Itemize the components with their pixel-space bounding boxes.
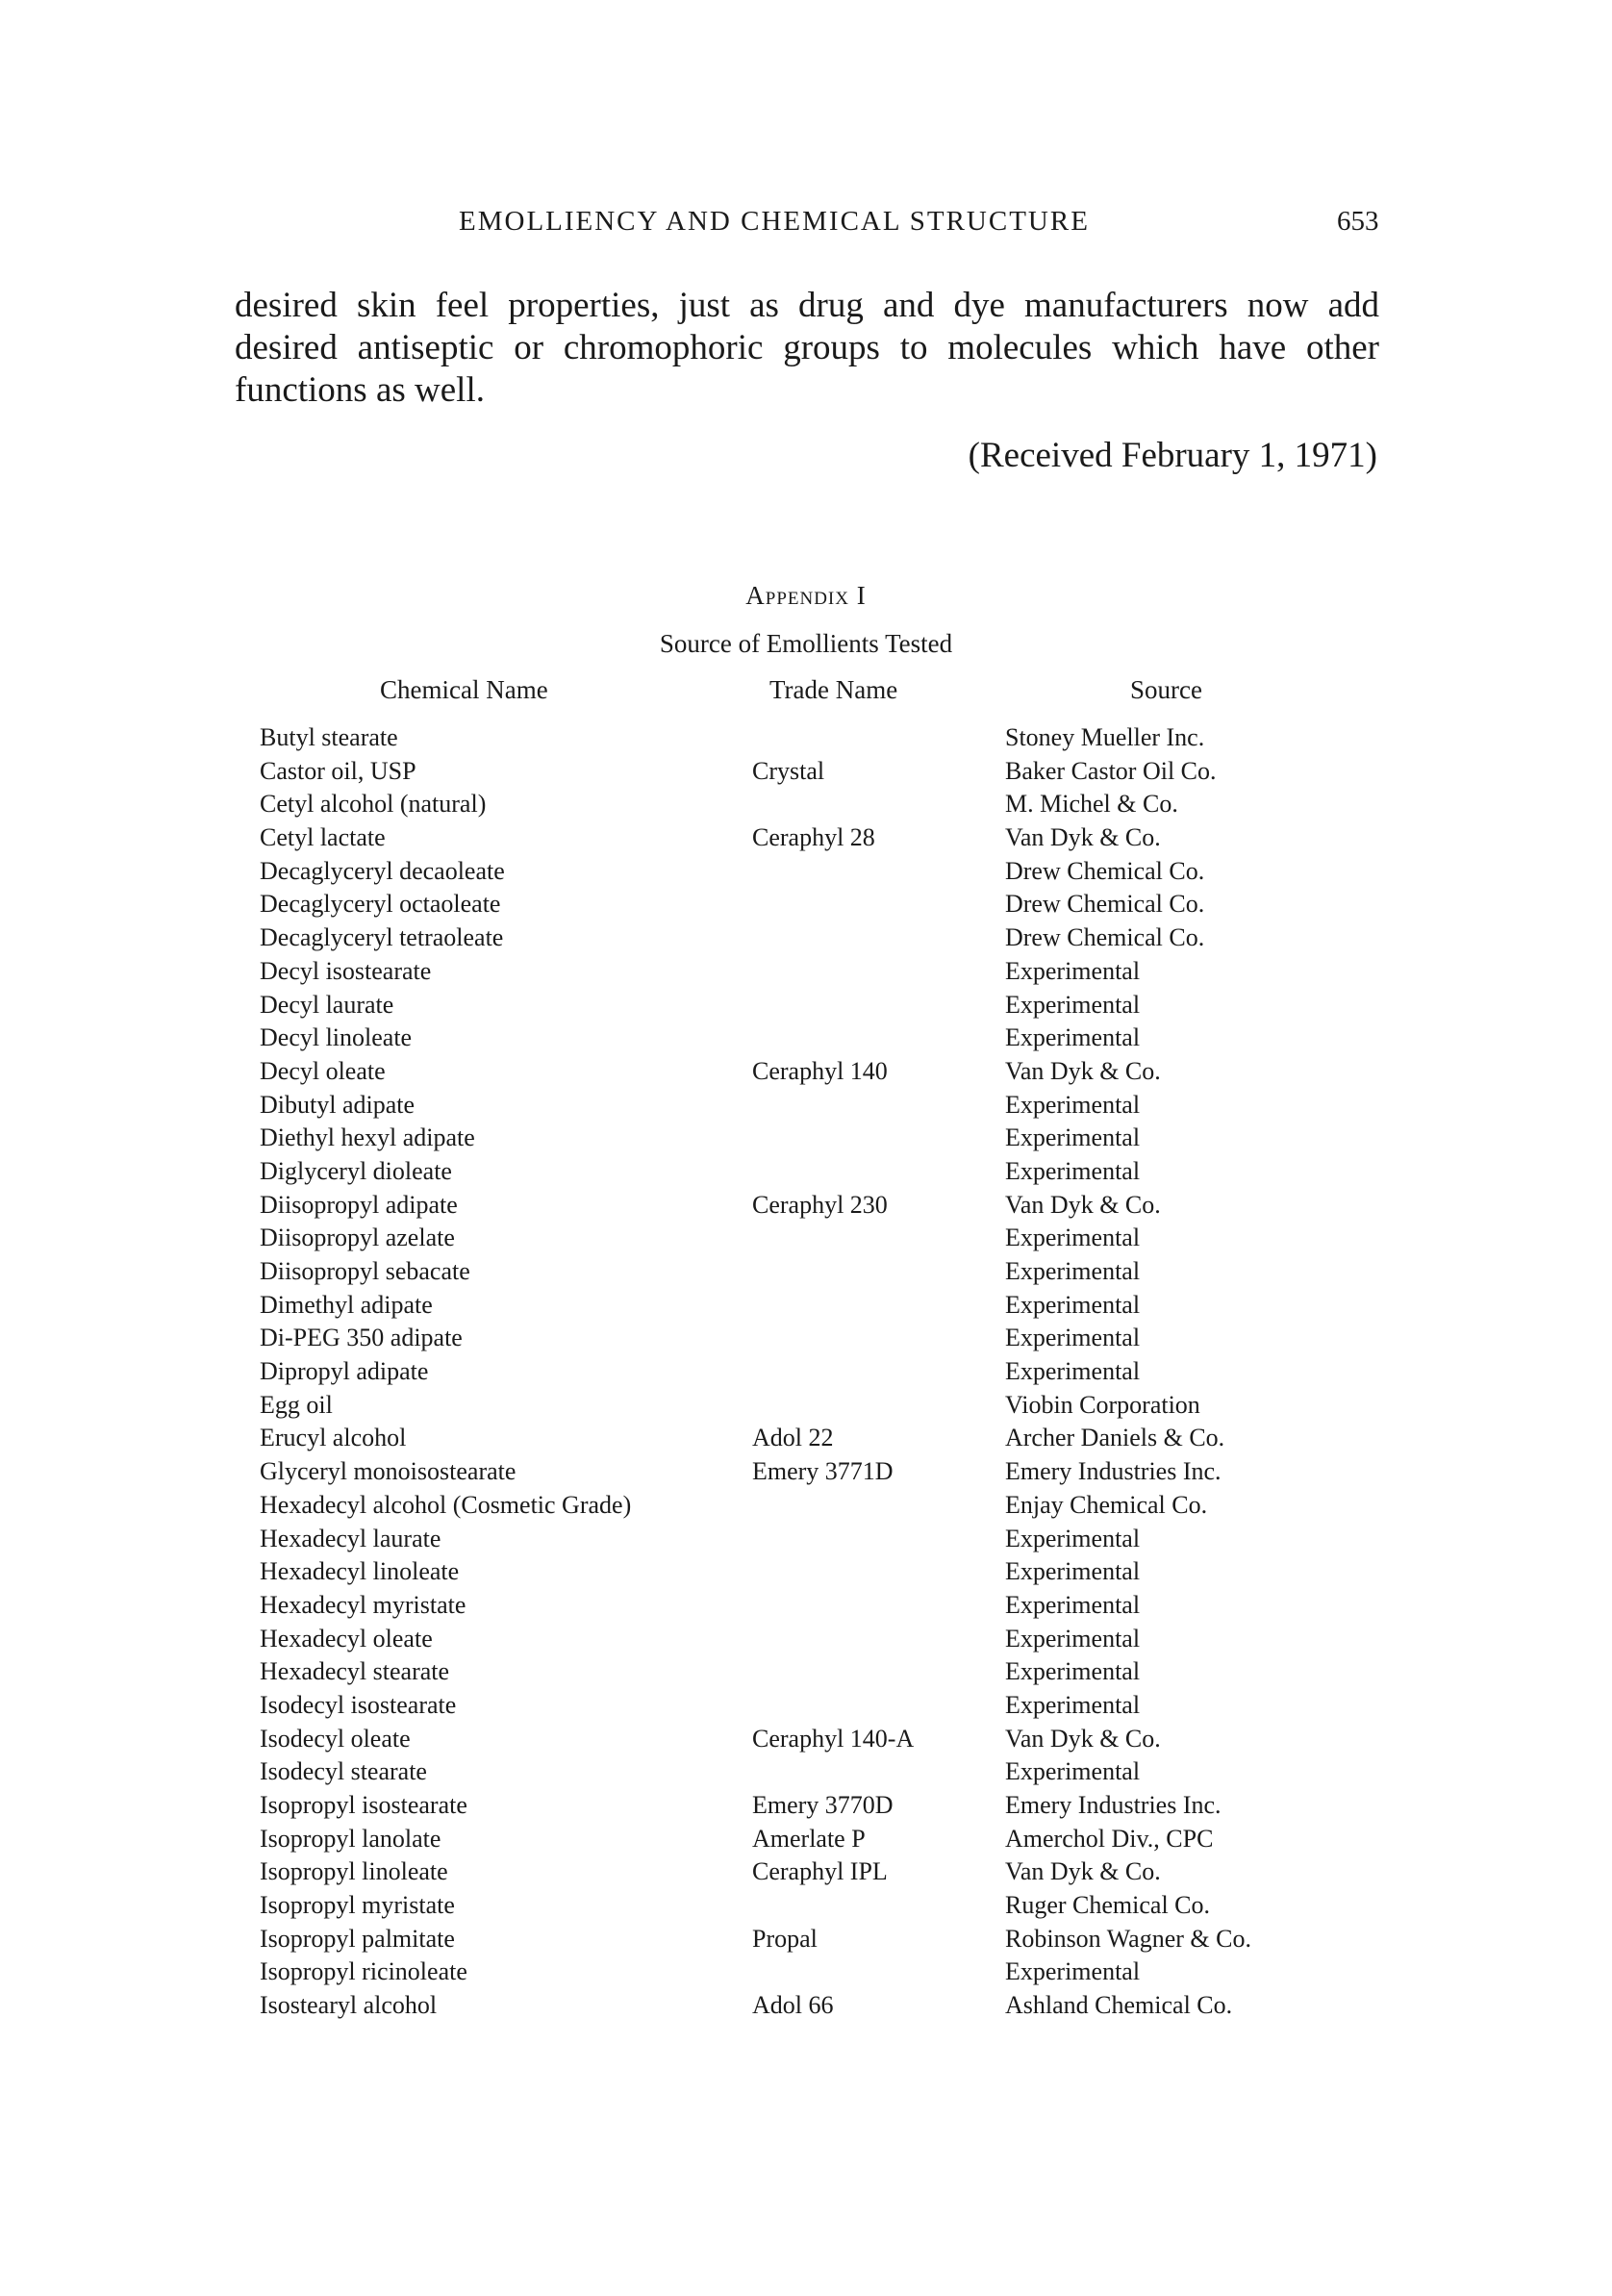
- table-row: [0, 1222, 1612, 1255]
- table-row: [0, 1589, 1612, 1623]
- source-cell: Experimental: [1005, 1290, 1141, 1319]
- trade-name-cell: Emery 3770D: [752, 1791, 894, 1819]
- source-cell: Van Dyk & Co.: [1005, 1056, 1161, 1085]
- source-cell: Van Dyk & Co.: [1005, 1724, 1161, 1753]
- received-date: (Received February 1, 1971): [968, 436, 1377, 475]
- source-cell: Ruger Chemical Co.: [1005, 1891, 1211, 1920]
- table-row: [0, 788, 1612, 821]
- source-cell: Archer Daniels & Co.: [1005, 1424, 1225, 1452]
- chemical-name-cell: Isodecyl oleate: [260, 1724, 411, 1753]
- chemical-name-cell: Diisopropyl azelate: [260, 1224, 455, 1252]
- body-line: desired skin feel properties, just as drug and dye manufacturers now add: [235, 286, 1379, 325]
- chemical-name-cell: Isopropyl linoleate: [260, 1857, 448, 1886]
- table-row: [0, 1422, 1612, 1455]
- table-row: [0, 1955, 1612, 1989]
- table-title: Source of Emollients Tested: [659, 629, 953, 658]
- chemical-name-cell: Castor oil, USP: [260, 756, 416, 785]
- chemical-name-cell: Hexadecyl stearate: [260, 1657, 450, 1686]
- table-row: [0, 1723, 1612, 1756]
- chemical-name-cell: Hexadecyl linoleate: [260, 1557, 460, 1586]
- chemical-name-cell: Decyl oleate: [260, 1056, 386, 1085]
- table-row: [0, 1122, 1612, 1155]
- chemical-name-cell: Hexadecyl oleate: [260, 1624, 433, 1653]
- source-cell: Experimental: [1005, 1156, 1141, 1185]
- chemical-name-cell: Isostearyl alcohol: [260, 1991, 438, 2020]
- chemical-name-cell: Diglyceryl dioleate: [260, 1156, 452, 1185]
- trade-name-cell: Ceraphyl 230: [752, 1190, 888, 1219]
- source-cell: Experimental: [1005, 990, 1141, 1019]
- source-cell: Experimental: [1005, 1957, 1141, 1986]
- chemical-name-cell: Hexadecyl alcohol (Cosmetic Grade): [260, 1490, 632, 1519]
- chemical-name-cell: Hexadecyl laurate: [260, 1524, 441, 1552]
- source-cell: Emery Industries Inc.: [1005, 1791, 1222, 1819]
- body-line: functions as well.: [235, 370, 485, 410]
- table-row: [0, 755, 1612, 789]
- table-row: [0, 888, 1612, 921]
- table-row: [0, 1923, 1612, 1956]
- trade-name-cell: Adol 22: [752, 1424, 834, 1452]
- source-cell: Experimental: [1005, 1757, 1141, 1786]
- chemical-name-cell: Decyl linoleate: [260, 1023, 413, 1052]
- source-cell: Experimental: [1005, 1690, 1141, 1719]
- trade-name-cell: Amerlate P: [752, 1824, 866, 1853]
- chemical-name-cell: Cetyl alcohol (natural): [260, 790, 487, 819]
- table-row: [0, 921, 1612, 955]
- column-header-chemical-name: Chemical Name: [380, 675, 548, 704]
- table-row: [0, 1389, 1612, 1423]
- chemical-name-cell: Isodecyl stearate: [260, 1757, 427, 1786]
- trade-name-cell: Crystal: [752, 756, 825, 785]
- appendix-label: Appendix I: [745, 581, 867, 610]
- source-cell: Experimental: [1005, 1357, 1141, 1386]
- chemical-name-cell: Decaglyceryl decaoleate: [260, 856, 505, 885]
- body-line: desired antiseptic or chromophoric groups to molecules which have other: [235, 328, 1379, 367]
- trade-name-cell: Propal: [752, 1924, 818, 1953]
- source-cell: Drew Chemical Co.: [1005, 856, 1205, 885]
- table-row: [0, 1689, 1612, 1723]
- source-cell: Van Dyk & Co.: [1005, 823, 1161, 852]
- chemical-name-cell: Dimethyl adipate: [260, 1290, 433, 1319]
- emollients-table-body: [0, 721, 1612, 2023]
- source-cell: Amerchol Div., CPC: [1005, 1824, 1214, 1853]
- table-row: [0, 1322, 1612, 1355]
- trade-name-cell: Adol 66: [752, 1991, 834, 2020]
- trade-name-cell: Emery 3771D: [752, 1457, 894, 1486]
- body-paragraph: [235, 285, 1379, 412]
- chemical-name-cell: Decaglyceryl octaoleate: [260, 890, 501, 919]
- table-row: [0, 1755, 1612, 1789]
- table-row: [0, 1555, 1612, 1589]
- source-cell: Enjay Chemical Co.: [1005, 1490, 1208, 1519]
- source-cell: Experimental: [1005, 1123, 1141, 1152]
- source-cell: Stoney Mueller Inc.: [1005, 723, 1205, 751]
- chemical-name-cell: Diisopropyl sebacate: [260, 1257, 470, 1285]
- chemical-name-cell: Decaglyceryl tetraoleate: [260, 923, 504, 952]
- source-cell: Viobin Corporation: [1005, 1390, 1200, 1419]
- chemical-name-cell: Diethyl hexyl adipate: [260, 1123, 475, 1152]
- source-cell: M. Michel & Co.: [1005, 790, 1178, 819]
- chemical-name-cell: Diisopropyl adipate: [260, 1190, 458, 1219]
- chemical-name-cell: Isodecyl isostearate: [260, 1690, 457, 1719]
- chemical-name-cell: Isopropyl palmitate: [260, 1924, 455, 1953]
- chemical-name-cell: Hexadecyl myristate: [260, 1590, 466, 1619]
- source-cell: Emery Industries Inc.: [1005, 1457, 1222, 1486]
- chemical-name-cell: Decyl laurate: [260, 990, 394, 1019]
- table-row: [0, 1255, 1612, 1289]
- trade-name-cell: Ceraphyl 28: [752, 823, 875, 852]
- chemical-name-cell: Erucyl alcohol: [260, 1424, 407, 1452]
- source-cell: Baker Castor Oil Co.: [1005, 756, 1217, 785]
- chemical-name-cell: Isopropyl ricinoleate: [260, 1957, 467, 1986]
- table-row: [0, 989, 1612, 1022]
- chemical-name-cell: Cetyl lactate: [260, 823, 386, 852]
- source-cell: Experimental: [1005, 1023, 1141, 1052]
- source-cell: Experimental: [1005, 1324, 1141, 1352]
- source-cell: Experimental: [1005, 1257, 1141, 1285]
- column-header-source: Source: [1130, 675, 1202, 704]
- table-row: [0, 1189, 1612, 1223]
- source-cell: Robinson Wagner & Co.: [1005, 1924, 1251, 1953]
- trade-name-cell: Ceraphyl 140: [752, 1056, 888, 1085]
- chemical-name-cell: Egg oil: [260, 1390, 333, 1419]
- table-row: [0, 1889, 1612, 1923]
- chemical-name-cell: Di-PEG 350 adipate: [260, 1324, 463, 1352]
- page-number: 653: [1337, 206, 1379, 237]
- column-header-trade-name: Trade Name: [769, 675, 898, 704]
- source-cell: Drew Chemical Co.: [1005, 890, 1205, 919]
- table-row: [0, 1355, 1612, 1389]
- table-row: [0, 1022, 1612, 1055]
- source-cell: Experimental: [1005, 1624, 1141, 1653]
- table-row: [0, 1523, 1612, 1556]
- chemical-name-cell: Dipropyl adipate: [260, 1357, 429, 1386]
- table-row: [0, 855, 1612, 889]
- table-row: [0, 1655, 1612, 1689]
- table-row: [0, 1489, 1612, 1523]
- source-cell: Experimental: [1005, 1590, 1141, 1619]
- trade-name-cell: Ceraphyl 140-A: [752, 1724, 915, 1753]
- table-row: [0, 1989, 1612, 2023]
- source-cell: Experimental: [1005, 956, 1141, 985]
- table-row: [0, 721, 1612, 755]
- table-row: [0, 1855, 1612, 1889]
- table-row: [0, 1823, 1612, 1856]
- table-row: [0, 1089, 1612, 1123]
- source-cell: Experimental: [1005, 1090, 1141, 1119]
- source-cell: Ashland Chemical Co.: [1005, 1991, 1233, 2020]
- source-cell: Experimental: [1005, 1224, 1141, 1252]
- chemical-name-cell: Decyl isostearate: [260, 956, 432, 985]
- table-row: [0, 821, 1612, 855]
- source-cell: Drew Chemical Co.: [1005, 923, 1205, 952]
- source-cell: Van Dyk & Co.: [1005, 1190, 1161, 1219]
- source-cell: Van Dyk & Co.: [1005, 1857, 1161, 1886]
- chemical-name-cell: Dibutyl adipate: [260, 1090, 416, 1119]
- table-row: [0, 1055, 1612, 1089]
- table-row: [0, 1455, 1612, 1489]
- chemical-name-cell: Butyl stearate: [260, 723, 398, 751]
- table-row: [0, 1623, 1612, 1656]
- source-cell: Experimental: [1005, 1657, 1141, 1686]
- chemical-name-cell: Isopropyl isostearate: [260, 1791, 467, 1819]
- table-row: [0, 1155, 1612, 1189]
- chemical-name-cell: Isopropyl lanolate: [260, 1824, 441, 1853]
- chemical-name-cell: Isopropyl myristate: [260, 1891, 455, 1920]
- chemical-name-cell: Glyceryl monoisostearate: [260, 1457, 516, 1486]
- trade-name-cell: Ceraphyl IPL: [752, 1857, 888, 1886]
- table-row: [0, 1789, 1612, 1823]
- running-head: EMOLLIENCY AND CHEMICAL STRUCTURE: [459, 206, 1090, 237]
- table-row: [0, 1289, 1612, 1323]
- source-cell: Experimental: [1005, 1557, 1141, 1586]
- table-row: [0, 955, 1612, 989]
- source-cell: Experimental: [1005, 1524, 1141, 1552]
